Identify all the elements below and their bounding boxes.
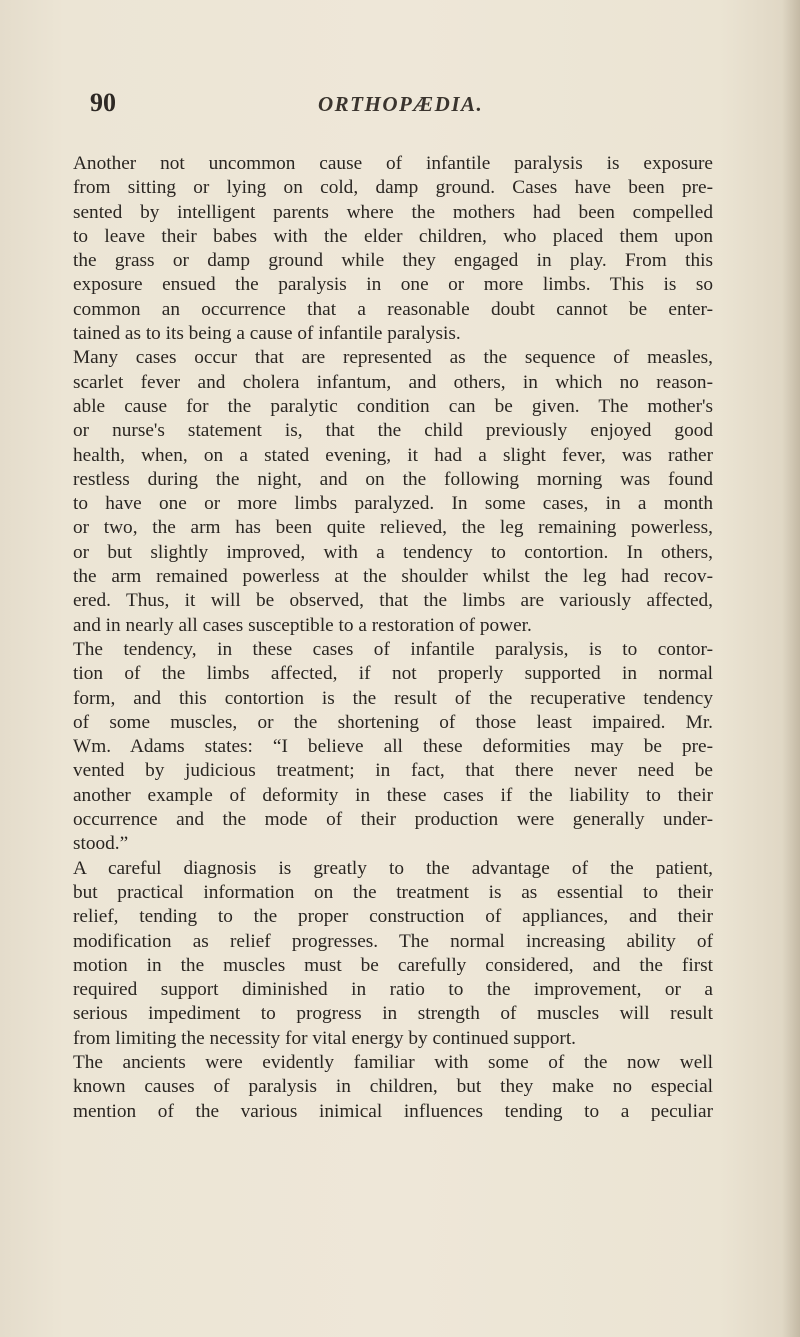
- text-line: stood.”: [73, 833, 129, 855]
- text-line: known causes of paralysis in children, but they make no especial: [73, 1076, 713, 1098]
- text-line: Wm. Adams states: “I believe all these deformities may be pre-: [73, 736, 713, 758]
- text-line: another example of deformity in these cases if the liability to their: [73, 784, 713, 806]
- text-line: required support diminished in ratio to the improvement, or a: [73, 979, 713, 1001]
- text-line: modification as relief progresses. The normal increasing ability of: [73, 930, 713, 952]
- text-line: to have one or more limbs paralyzed. In some cases, in a month: [73, 493, 713, 515]
- body-text: [73, 152, 713, 1124]
- text-line: or nurse's statement is, that the child previously enjoyed good: [73, 420, 713, 442]
- text-line: from sitting or lying on cold, damp ground. Cases have been pre-: [73, 177, 713, 199]
- text-line: but practical information on the treatment is as essential to their: [73, 881, 713, 903]
- text-line: ered. Thus, it will be observed, that the limbs are variously affected,: [73, 590, 713, 612]
- text-line: sented by intelligent parents where the mothers had been compelled: [73, 201, 713, 223]
- text-line: to leave their babes with the elder children, who placed them upon: [73, 225, 713, 247]
- text-line: relief, tending to the proper construction of appliances, and their: [73, 906, 713, 928]
- text-line: able cause for the paralytic condition can be given. The mother's: [73, 395, 713, 417]
- text-line: tion of the limbs affected, if not properly supported in normal: [73, 663, 713, 685]
- text-line: common an occurrence that a reasonable doubt cannot be enter-: [73, 298, 713, 320]
- text-line: Many cases occur that are represented as the sequence of measles,: [73, 347, 713, 369]
- text-line: A careful diagnosis is greatly to the advantage of the patient,: [73, 857, 713, 879]
- text-line: tained as to its being a cause of infantile paralysis.: [73, 323, 461, 345]
- text-line: or two, the arm has been quite relieved, the leg remaining powerless,: [73, 517, 713, 539]
- text-line: the arm remained powerless at the shoulder whilst the leg had recov-: [73, 566, 713, 588]
- text-line: health, when, on a stated evening, it had a slight fever, was rather: [73, 444, 713, 466]
- text-line: of some muscles, or the shortening of those least impaired. Mr.: [73, 711, 713, 733]
- page-number: 90: [90, 88, 116, 117]
- text-line: scarlet fever and cholera infantum, and others, in which no reason-: [73, 371, 713, 393]
- text-line: serious impediment to progress in strength of muscles will result: [73, 1003, 713, 1025]
- text-line: mention of the various inimical influences tending to a peculiar: [73, 1100, 713, 1122]
- text-line: exposure ensued the paralysis in one or more limbs. This is so: [73, 274, 713, 296]
- text-line: or but slightly improved, with a tendency to contortion. In others,: [73, 541, 713, 563]
- text-line: the grass or damp ground while they engaged in play. From this: [73, 250, 713, 272]
- text-line: vented by judicious treatment; in fact, that there never need be: [73, 760, 713, 782]
- text-line: and in nearly all cases susceptible to a restoration of power.: [73, 614, 532, 636]
- text-line: motion in the muscles must be carefully considered, and the first: [73, 954, 713, 976]
- text-line: occurrence and the mode of their production were generally under-: [73, 809, 713, 831]
- text-line: form, and this contortion is the result of the recuperative tendency: [73, 687, 713, 709]
- text-line: Another not uncommon cause of infantile paralysis is exposure: [73, 153, 713, 174]
- page-header: [90, 88, 710, 128]
- text-line: The ancients were evidently familiar with some of the now well: [73, 1051, 713, 1073]
- page-edge-shadow: [782, 0, 800, 1337]
- text-line: from limiting the necessity for vital energy by continued support.: [73, 1027, 576, 1049]
- text-line: The tendency, in these cases of infantile paralysis, is to contor-: [73, 638, 713, 660]
- running-head: ORTHOPÆDIA.: [318, 92, 484, 116]
- text-line: restless during the night, and on the following morning was found: [73, 468, 713, 490]
